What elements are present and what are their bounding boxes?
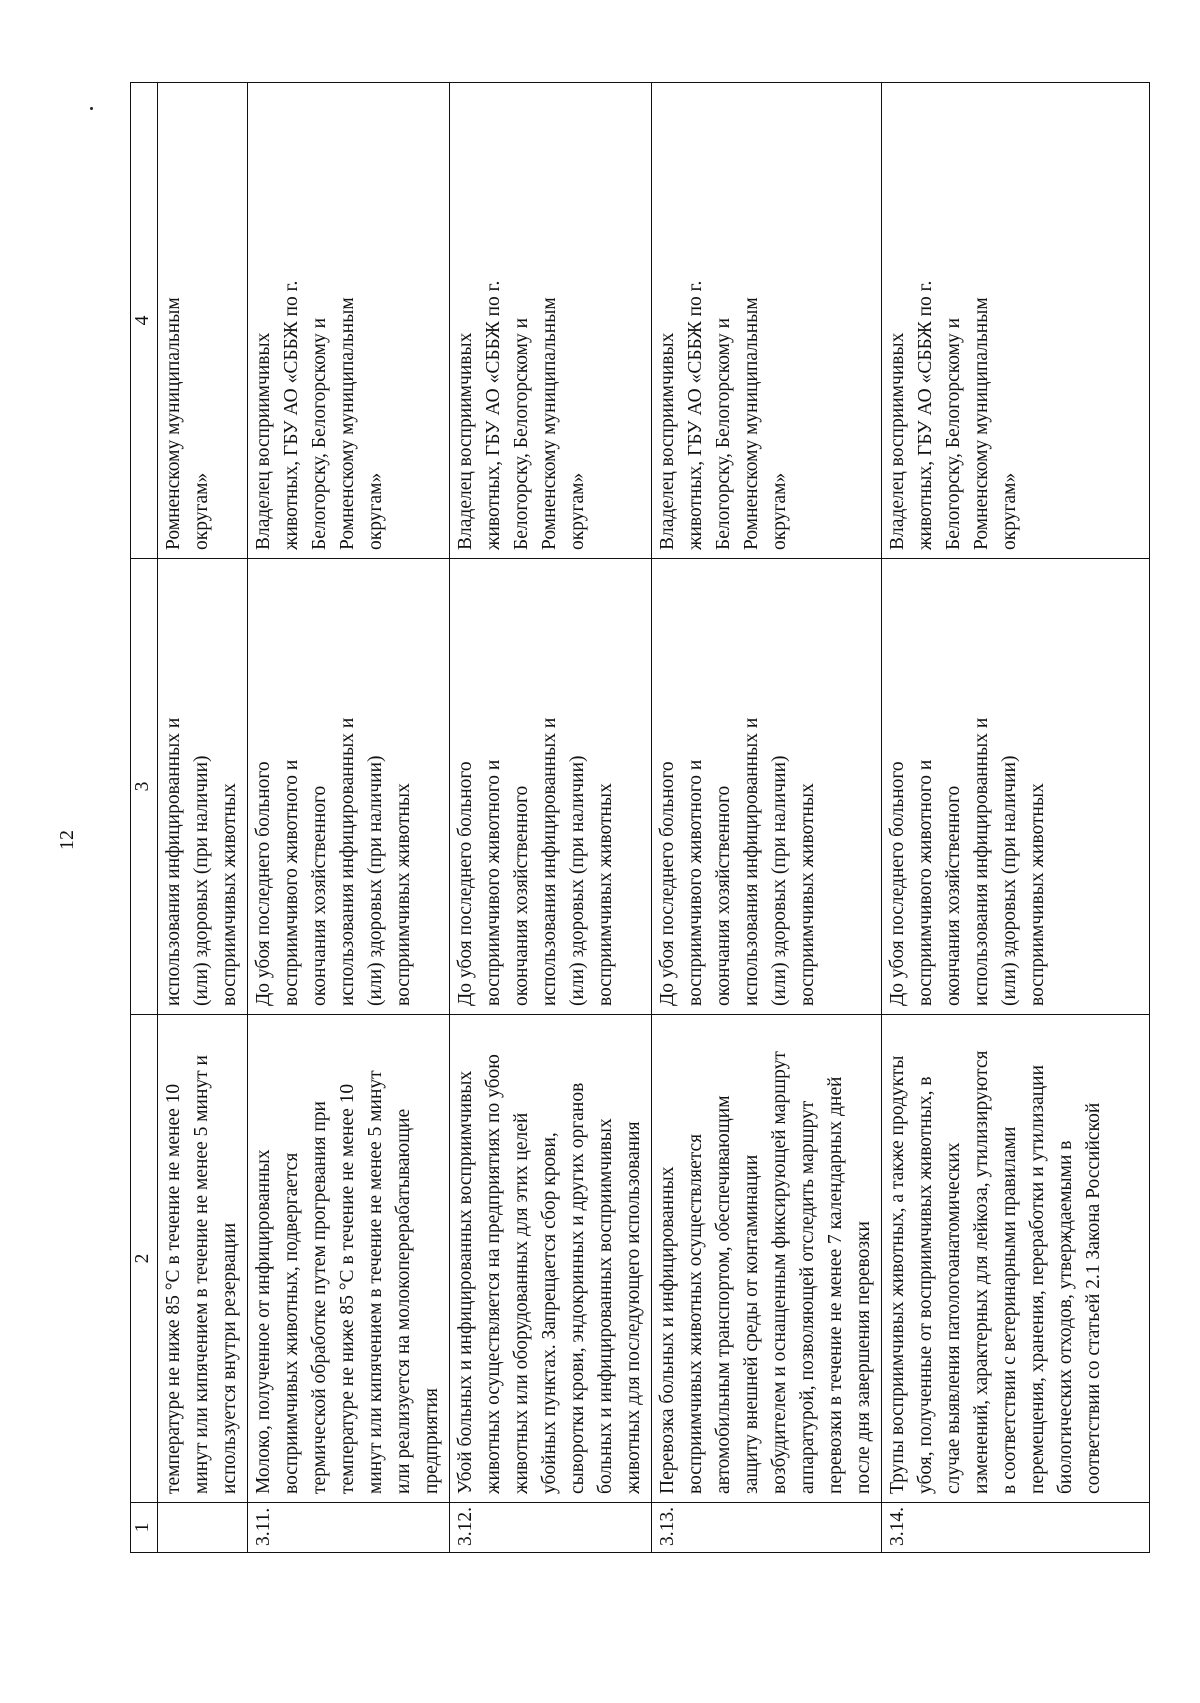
- measure-text: Молоко, полученное от инфицированных восприимчивых животных, подвергается термической обработке путем прогревания при температуре не ниже 85 °С в течение не менее 10 минут или кипячением в течение не менее 5 минут или реализуется на молокоперерабатывающие предприятия: [248, 1015, 450, 1503]
- measure-text: Убой больных и инфицированных восприимчивых животных осуществляется на предприятиях по убою животных или оборудованных для этих целей убойных пунктах. Запрещается сбор крови, сыворотки крови, эндокринных и других органов больных и инфицированных восприимчивых животных для последующего использования: [450, 1015, 652, 1503]
- scan-speck: [90, 107, 93, 110]
- table-row: [248, 83, 450, 1553]
- header-col-2: 2: [131, 1015, 158, 1503]
- header-col-3: 3: [131, 559, 158, 1015]
- responsible-text: Владелец восприимчивых животных, ГБУ АО «СББЖ по г. Белогорску, Белогорскому и Ромненскому муниципальным округам»: [248, 83, 450, 559]
- deadline-text: До убоя последнего больного восприимчивого животного и окончания хозяйственного использования инфицированных и (или) здоровых (при наличии) восприимчивых животных: [652, 559, 882, 1015]
- row-number: 3.12.: [450, 1503, 652, 1553]
- rotated-table-container: [130, 83, 1104, 1553]
- header-col-4: 4: [131, 83, 158, 559]
- table-row: [158, 83, 248, 1553]
- table-row: [882, 83, 1150, 1553]
- row-number: 3.14.: [882, 1503, 1150, 1553]
- row-number: 3.11.: [248, 1503, 450, 1553]
- table-row: [652, 83, 882, 1553]
- measure-text: температуре не ниже 85 °С в течение не менее 10 минут или кипячением в течение не менее 5 минут и используется внутри резервации: [158, 1015, 248, 1503]
- deadline-text: использования инфицированных и (или) здоровых (при наличии) восприимчивых животных: [158, 559, 248, 1015]
- header-col-1: 1: [131, 1503, 158, 1553]
- table-header-row: [131, 83, 158, 1553]
- page-number: 12: [56, 830, 78, 850]
- row-number: 3.13.: [652, 1503, 882, 1553]
- responsible-text: Владелец восприимчивых животных, ГБУ АО «СББЖ по г. Белогорску, Белогорскому и Ромненскому муниципальным округам»: [882, 83, 1150, 559]
- table-row: [450, 83, 652, 1553]
- deadline-text: До убоя последнего больного восприимчивого животного и окончания хозяйственного использования инфицированных и (или) здоровых (при наличии) восприимчивых животных: [882, 559, 1150, 1015]
- deadline-text: До убоя последнего больного восприимчивого животного и окончания хозяйственного использования инфицированных и (или) здоровых (при наличии) восприимчивых животных: [450, 559, 652, 1015]
- measure-text: Трупы восприимчивых животных, а также продукты убоя, полученные от восприимчивых животных, в случае выявления патологоанатомических изменений, характерных для лейкоза, утилизируются в соответствии с ветеринарными правилами перемещения, хранения, переработки и утилизации биологических отходов, утверждаемыми в соответствии со статьей 2.1 Закона Российской: [882, 1015, 1150, 1503]
- row-number: [158, 1503, 248, 1553]
- deadline-text: До убоя последнего больного восприимчивого животного и окончания хозяйственного использования инфицированных и (или) здоровых (при наличии) восприимчивых животных: [248, 559, 450, 1015]
- responsible-text: Владелец восприимчивых животных, ГБУ АО «СББЖ по г. Белогорску, Белогорскому и Ромненскому муниципальным округам»: [450, 83, 652, 559]
- responsible-text: Ромненскому муниципальным округам»: [158, 83, 248, 559]
- responsible-text: Владелец восприимчивых животных, ГБУ АО «СББЖ по г. Белогорску, Белогорскому и Ромненскому муниципальным округам»: [652, 83, 882, 559]
- measure-text: Перевозка больных и инфицированных восприимчивых животных осуществляется автомобильным транспортом, обеспечивающим защиту внешней среды от контаминации возбудителем и оснащенным фиксирующей маршрут аппаратурой, позволяющей отследить маршрут перевозки в течение не менее 7 календарных дней после дня завершения перевозки: [652, 1015, 882, 1503]
- measures-table: [130, 82, 1150, 1553]
